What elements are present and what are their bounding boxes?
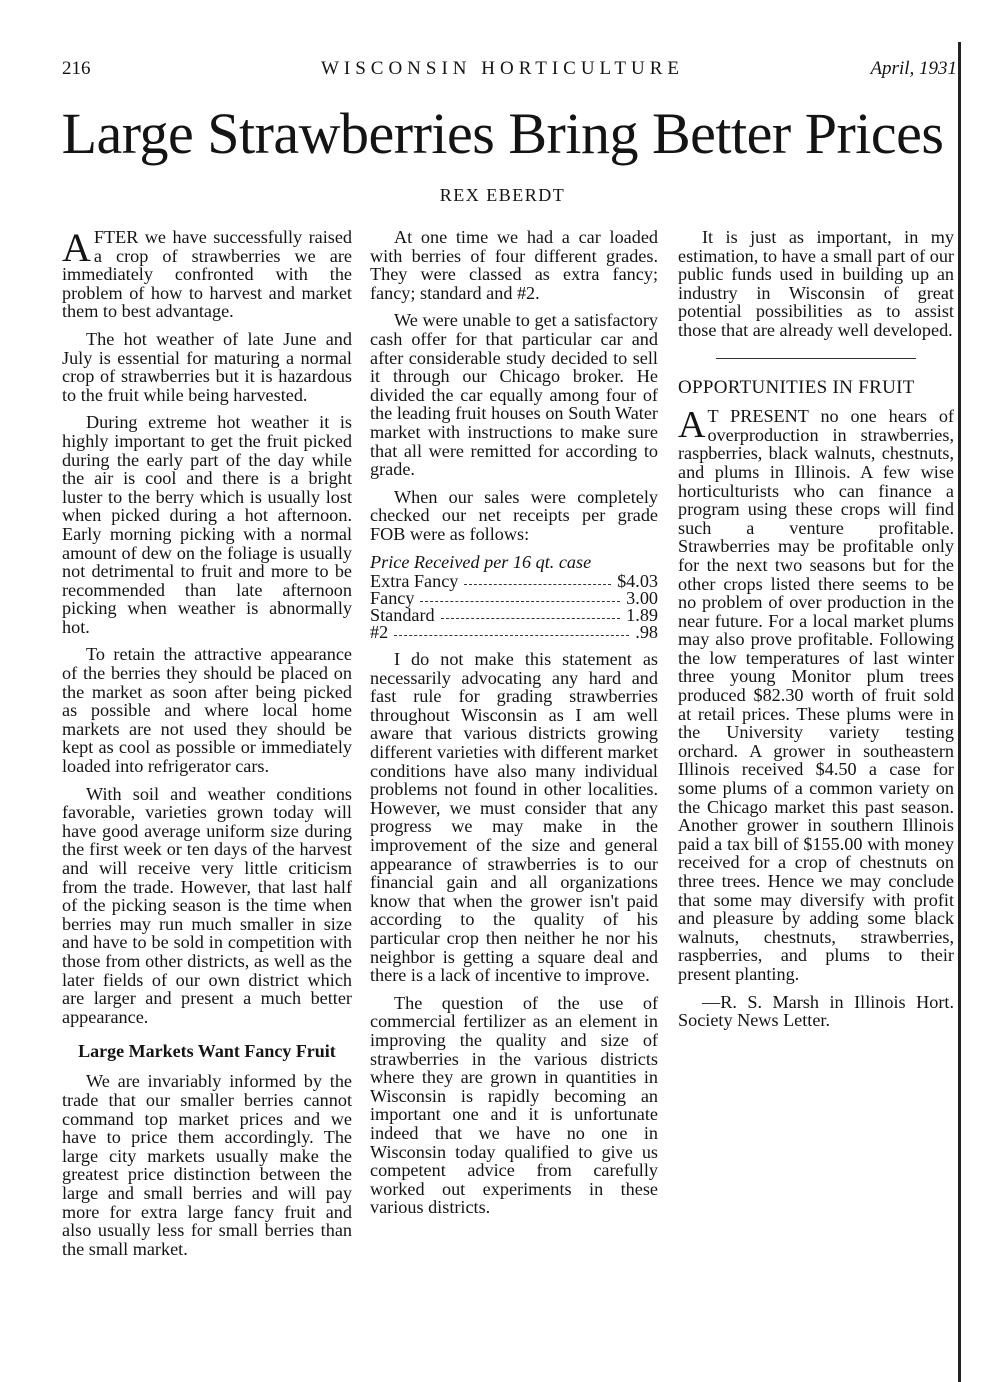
paragraph-2: The hot weather of late June and July is essential for maturing a normal crop of strawberries but it is hazardous to the fruit while being harvested. (62, 328, 352, 405)
page-number: 216 (62, 58, 91, 79)
sidebar-heading: OPPORTUNITIES IN FRUIT (678, 376, 915, 398)
price-row: Standard 1.89 (370, 605, 658, 626)
paragraph-1: AFTER we have successfully raised a crop of strawberries we are immediately confronted with the problem of how to harvest and market them to best advantage. (62, 225, 352, 322)
paragraph-6: We are invariably informed by the trade that our smaller berries cannot command top market prices and we have to price them accordingly. The large city markets usually make the greatest price distinction between the large and small berries and will pay more for extra large fancy fruit and also usually less for small berries than the small market. (62, 1071, 352, 1259)
article-title: Large Strawberries Bring Better Prices (61, 101, 944, 166)
paragraph-10: I do not make this statement as necessarily advocating any hard and fast rule for grading strawberries throughout Wisconsin as I am well aware that various districts growing different varieties with different market conditions have also many individual problems not found in other localities. However, we must consider that any progress we may make in the improvement of the size and general appearance of strawberries is to our financial gain and all organizations know that when the grower isn't paid according to the quality of his particular crop then neither he nor his neighbor is getting a square deal and there is a lack of incentive to improve. (370, 649, 658, 986)
paragraph-8: We were unable to get a satisfactory cash offer for that particular car and after considerable study decided to sell it through our Chicago broker. He divided the car equally among four of the leading fruit houses on South Water market with instructions to make sure that all were remitted for according to grade. (370, 310, 658, 480)
price-table-caption: Price Received per 16 qt. case (370, 551, 592, 572)
publication-title: WISCONSIN HORTICULTURE (320, 58, 685, 79)
sidebar-body: A T PRESENT no one hears of overproduction in strawberries, raspberries, black walnuts, chestnuts, and plums in Illinois. A few wise horticulturists who can finance a program using these crops will find such a venture profitable. Strawberries may be profitable only for the next two seasons but for the other crops listed there seems to be no problem of over production in the near future. For a local market plums may also prove profitable. Following the low temperatures of last winter three young Monitor plum trees produced $82.30 worth of fruit sold at retail prices. These plums were in the University variety testing orchard. A grower in southeastern Illinois received $4.50 a case for some plums of a common variety on the Chicago market this past season. Another grower in southern Illinois paid a tax bill of $155.00 with money received for a crop of chestnuts on three trees. Hence we may conclude that some may diversify with profit and pleasure by adding some black walnuts, chestnuts, strawberries, raspberries, and plums to their present planting. (678, 404, 954, 984)
paragraph-3: During extreme hot weather it is highly important to get the fruit picked during the early part of the day while the air is cool and there is a bright luster to the berry which is usually lost when picked during a hot afternoon. Early morning picking with a normal amount of dew on the foliage is usually not detrimental to fruit and more to be recommended than late afternoon picking when weather is abnormally hot. (62, 412, 352, 637)
section-divider (716, 358, 916, 359)
column-3 (678, 228, 954, 1039)
sidebar-attribution: —R. S. Marsh in Illinois Hort. Society News Letter. (678, 991, 954, 1031)
sidebar-drop-cap: A (678, 404, 706, 447)
paragraph-9: When our sales were completely checked our net receipts per grade FOB were as follows: (370, 486, 658, 544)
issue-date: April, 1931 (870, 58, 957, 79)
price-row: Extra Fancy $4.03 (370, 571, 658, 592)
price-table (370, 553, 658, 642)
page-edge-rule (958, 42, 961, 1382)
paragraph-11: The question of the use of commercial fertilizer as an element in improving the quality and size of strawberries in the various districts where they are grown in quantities in Wisconsin is rapidly becoming an important one and it is unfortunate indeed that we have no one in Wisconsin today qualified to give us competent advice from carefully worked out experiments in these various districts. (370, 992, 658, 1218)
paragraph-4: To retain the attractive appearance of the berries they should be placed on the market as soon after being picked as possible and where local home markets are not used they should be kept as cool as possible or immediately loaded into refrigerator cars. (62, 644, 352, 777)
subheading: Large Markets Want Fancy Fruit (78, 1041, 336, 1062)
paragraph-12: It is just as important, in my estimation, to have a small part of our public funds used in building up an industry in Wisconsin of great potential possibilities as to assist those that are already well developed. (678, 227, 954, 340)
paragraph-5: With soil and weather conditions favorable, varieties grown today will have good average uniform size during the first week or ten days of the harvest and will receive very little criticism from the trade. However, that last half of the picking season is the time when berries may run much smaller in size and have to be sold in competition with those from other districts, as well as the later fields of our own district which are larger and present a much better appearance. (62, 783, 352, 1027)
drop-cap: A (62, 225, 91, 270)
sidebar-lead: T PRESENT (707, 406, 809, 427)
column-2 (370, 228, 658, 1226)
column-1 (62, 225, 352, 1267)
paragraph-7: At one time we had a car loaded with berries of four different grades. They were classed as extra fancy; fancy; standard and #2. (370, 227, 658, 303)
price-row: #2 .98 (370, 622, 658, 643)
price-row: Fancy 3.00 (370, 588, 658, 609)
article-author: REX EBERDT (439, 185, 566, 205)
